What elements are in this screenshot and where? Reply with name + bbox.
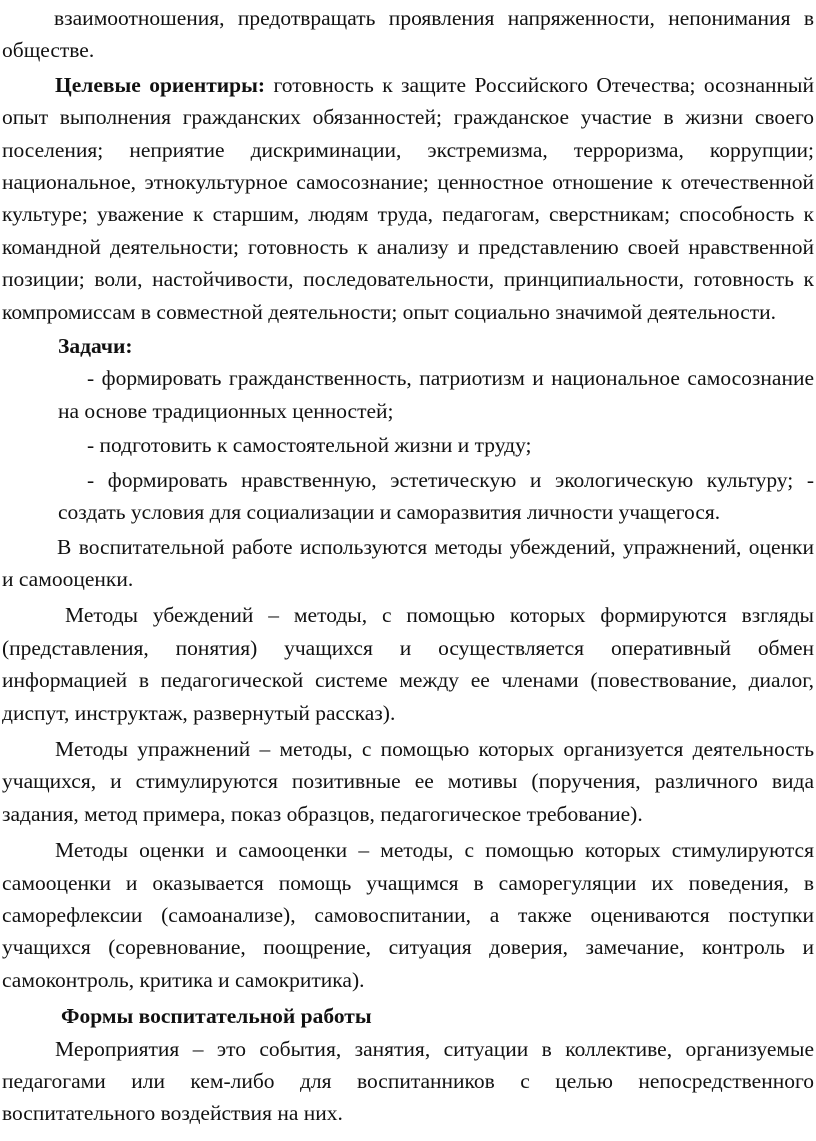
task-item: - формировать гражданственность, патриотизм и национальное самосознание на основе традиционных ценностей; xyxy=(58,366,814,423)
targets-paragraph xyxy=(2,69,814,328)
tasks-list xyxy=(2,362,814,528)
methods-persuasion: Методы убеждений – методы, с помощью которых формируются взгляды (представления, понятия) учащихся и осуществляется оперативный обмен информацией в педагогической системе между ее членами (повествование, диалог, диспут, инструктаж, развернутый рассказ). xyxy=(2,603,814,725)
forms-heading: Формы воспитательной работы xyxy=(61,1004,372,1029)
forms-text: Мероприятия – это события, занятия, ситуации в коллективе, организуемые педагогами или кем-либо для воспитанников с целью непосредственного воспитательного воздействия на них. xyxy=(2,1036,814,1126)
methods-intro: В воспитательной работе используются методы убеждений, упражнений, оценки и самооценки. xyxy=(2,534,814,591)
targets-text: готовность к защите Российского Отечества; осознанный опыт выполнения гражданских обязанностей; гражданское участие в жизни своего поселения; неприятие дискриминации, экстремизма, терроризма, коррупции; национальное, этнокультурное самосознание; ценностное отношение к отечественной культуре; уважение к старшим, людям труда, педагогам, сверстникам; способность к командной деятельности; готовность к анализу и представлению своей нравственной позиции; воли, настойчивости, последовательности, принципиальности, готовность к компромиссам в совместной деятельности; опыт социально значимой деятельности. xyxy=(2,72,814,324)
task-item: - формировать нравственную, эстетическую и экологическую культуру; - создать условия для социализации и саморазвития личности учащегося. xyxy=(58,467,814,525)
methods-exercises: Методы упражнений – методы, с помощью которых организуется деятельность учащихся, и стимулируются позитивные ее мотивы (поручения, различного вида задания, метод примера, показ образцов, педагогическое требование). xyxy=(2,736,814,826)
task-item: - подготовить к самостоятельной жизни и труду; xyxy=(87,433,532,458)
intro-continuation: взаимоотношения, предотвращать проявления напряженности, непонимания в обществе. xyxy=(2,6,814,63)
targets-label: Целевые ориентиры: xyxy=(55,72,266,97)
tasks-heading: Задачи: xyxy=(58,334,133,359)
methods-assessment: Методы оценки и самооценки – методы, с помощью которых стимулируются самооценки и оказывается помощь учащимся в саморегуляции их поведения, в саморефлексии (самоанализе), самовоспитании, а также оцениваются поступки учащихся (соревнование, поощрение, ситуация доверия, замечание, контроль и самоконтроль, критика и самокритика). xyxy=(2,838,814,992)
